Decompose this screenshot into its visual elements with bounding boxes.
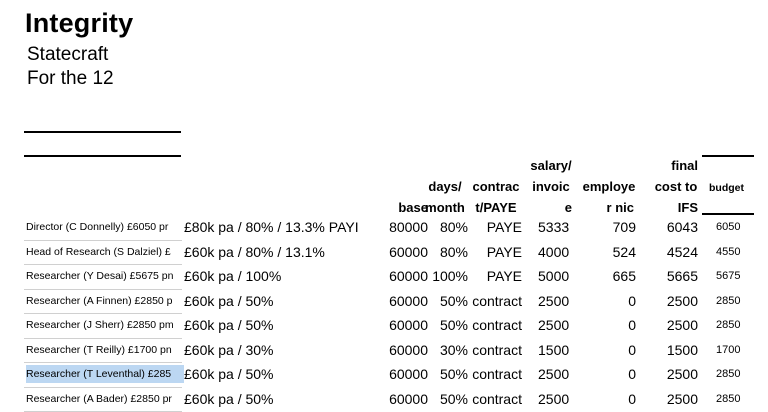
- row-contract-type: PAYE: [486, 243, 522, 260]
- row-base: 60000: [389, 317, 428, 333]
- row-days-month: 100%: [432, 268, 468, 284]
- row-terms: £60k pa / 30%: [184, 341, 274, 358]
- row-contract-type: contract: [472, 317, 522, 333]
- row-name: Researcher (A Bader) £2850 pr: [26, 392, 172, 405]
- row-final-cost: 5665: [666, 268, 698, 284]
- row-name: Director (C Donnelly) £6050 pr: [26, 221, 169, 233]
- row-contract-type: contract: [472, 390, 522, 407]
- row-final-cost: 1500: [666, 341, 698, 358]
- row-budget: 2850: [716, 294, 741, 307]
- row-days-month: 50%: [439, 317, 468, 333]
- budget-header-line: [702, 213, 754, 215]
- row-budget: 5675: [716, 270, 741, 282]
- row-days-month: 50%: [439, 292, 468, 309]
- row-contract-type: PAYE: [486, 219, 522, 235]
- row-divider: [24, 362, 182, 363]
- separator-line: [24, 155, 181, 157]
- row-base: 60000: [389, 341, 428, 358]
- page-subtitle: Statecraft: [27, 44, 109, 65]
- row-name: Researcher (A Finnen) £2850 p: [26, 294, 173, 307]
- row-name: Head of Research (S Dalziel) £: [26, 245, 171, 258]
- row-salary: 2500: [538, 317, 570, 333]
- row-budget: 2850: [716, 319, 741, 331]
- row-terms: £80k pa / 80% / 13.3% PAYI: [184, 219, 359, 235]
- row-salary: 5000: [538, 268, 570, 284]
- row-salary: 2500: [538, 292, 570, 309]
- row-divider: [24, 264, 182, 265]
- budget-header-line: [702, 155, 754, 157]
- row-final-cost: 2500: [666, 390, 698, 407]
- row-contract-type: contract: [472, 292, 522, 309]
- row-budget: 4550: [716, 245, 741, 258]
- row-days-month: 50%: [439, 366, 468, 382]
- row-employer-nic: 0: [628, 317, 636, 333]
- row-days-month: 80%: [439, 219, 468, 235]
- row-name: Researcher (T Leventhal) £285: [26, 365, 184, 383]
- row-employer-nic: 0: [628, 341, 636, 358]
- row-days-month: 80%: [439, 243, 468, 260]
- row-name: Researcher (J Sherr) £2850 pm: [26, 319, 174, 331]
- row-employer-nic: 665: [612, 268, 636, 284]
- row-divider: [24, 240, 182, 241]
- row-budget: 2850: [716, 392, 741, 405]
- separator-line: [24, 131, 181, 133]
- row-contract-type: contract: [472, 366, 522, 382]
- row-days-month: 30%: [439, 341, 468, 358]
- row-terms: £60k pa / 80% / 13.1%: [184, 243, 325, 260]
- row-contract-type: PAYE: [486, 268, 522, 284]
- row-final-cost: 2500: [666, 317, 698, 333]
- row-budget: 2850: [716, 368, 741, 380]
- row-terms: £60k pa / 50%: [184, 292, 274, 309]
- row-name: Researcher (T Reilly) £1700 pn: [26, 343, 172, 356]
- row-salary: 4000: [538, 243, 570, 260]
- row-salary: 1500: [538, 341, 570, 358]
- row-terms: £60k pa / 50%: [184, 366, 274, 382]
- row-final-cost: 4524: [666, 243, 698, 260]
- row-salary: 2500: [538, 366, 570, 382]
- row-salary: 2500: [538, 390, 570, 407]
- row-base: 60000: [389, 366, 428, 382]
- row-divider: [24, 289, 182, 290]
- row-employer-nic: 0: [628, 366, 636, 382]
- row-terms: £60k pa / 100%: [184, 268, 282, 284]
- page-subtitle-2: For the 12: [27, 68, 114, 89]
- row-terms: £60k pa / 50%: [184, 317, 274, 333]
- row-employer-nic: 0: [628, 390, 636, 407]
- row-employer-nic: 0: [628, 292, 636, 309]
- row-base: 60000: [389, 243, 428, 260]
- row-days-month: 50%: [439, 390, 468, 407]
- row-salary: 5333: [538, 219, 570, 235]
- row-employer-nic: 709: [612, 219, 636, 235]
- row-divider: [24, 338, 182, 339]
- row-divider: [24, 387, 182, 388]
- row-final-cost: 2500: [666, 292, 698, 309]
- row-final-cost: 6043: [666, 219, 698, 235]
- row-base: 60000: [389, 390, 428, 407]
- row-base: 60000: [389, 268, 428, 284]
- row-final-cost: 2500: [666, 366, 698, 382]
- row-budget: 6050: [716, 221, 741, 233]
- row-base: 80000: [389, 219, 428, 235]
- row-budget: 1700: [716, 343, 741, 356]
- row-name: Researcher (Y Desai) £5675 pn: [26, 270, 174, 282]
- row-employer-nic: 524: [612, 243, 636, 260]
- row-terms: £60k pa / 50%: [184, 390, 274, 407]
- row-contract-type: contract: [472, 341, 522, 358]
- row-base: 60000: [389, 292, 428, 309]
- page-title: Integrity: [25, 8, 134, 38]
- row-divider: [24, 313, 182, 314]
